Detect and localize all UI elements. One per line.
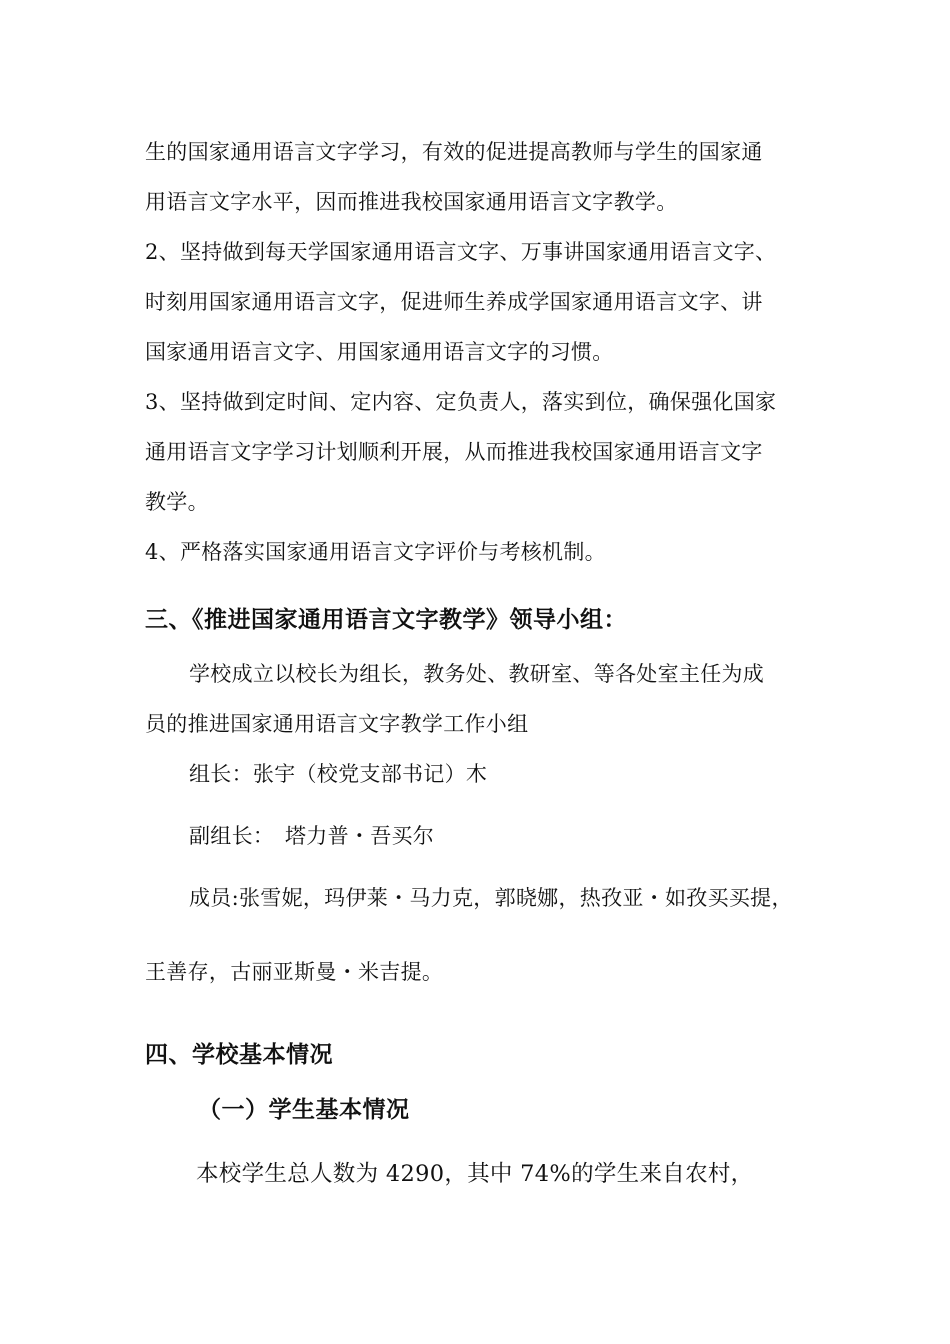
group-members-continued: 王善存，古丽亚斯曼・米吉提。	[145, 960, 444, 984]
paragraph-line: 教学。	[145, 490, 209, 514]
group-deputy-leader: 副组长： 塔力普・吾买尔	[189, 824, 435, 848]
section-heading-3: 三、《推进国家通用语言文字教学》领导小组：	[145, 607, 627, 633]
paragraph-line: 通用语言文字学习计划顺利开展，从而推进我校国家通用语言文字	[145, 440, 763, 464]
group-members: 成员:张雪妮，玛伊莱・马力克，郭晓娜，热孜亚・如孜买买提，	[189, 886, 793, 910]
paragraph-line: 生的国家通用语言文字学习，有效的促进提高教师与学生的国家通	[145, 140, 763, 164]
subsection-heading: （一）学生基本情况	[198, 1097, 410, 1123]
paragraph-line: 用语言文字水平，因而推进我校国家通用语言文字教学。	[145, 190, 678, 214]
paragraph-line: 时刻用国家通用语言文字，促进师生养成学国家通用语言文字、讲	[145, 290, 763, 314]
student-info-paragraph: 本校学生总人数为 4290，其中 74%的学生来自农村，	[196, 1161, 754, 1187]
list-item-2: 2、坚持做到每天学国家通用语言文字、万事讲国家通用语言文字、	[145, 240, 777, 264]
section3-intro-line: 员的推进国家通用语言文字教学工作小组	[145, 712, 529, 736]
section-heading-4: 四、学校基本情况	[145, 1042, 333, 1068]
paragraph-line: 国家通用语言文字、用国家通用语言文字的习惯。	[145, 340, 614, 364]
list-item-3: 3、坚持做到定时间、定内容、定负责人，落实到位，确保强化国家	[145, 390, 777, 414]
list-item-4: 4、严格落实国家通用语言文字评价与考核机制。	[145, 540, 606, 564]
section3-intro-line: 学校成立以校长为组长，教务处、教研室、等各处室主任为成	[189, 662, 765, 686]
group-leader: 组长：张宇（校党支部书记）木	[189, 762, 488, 786]
